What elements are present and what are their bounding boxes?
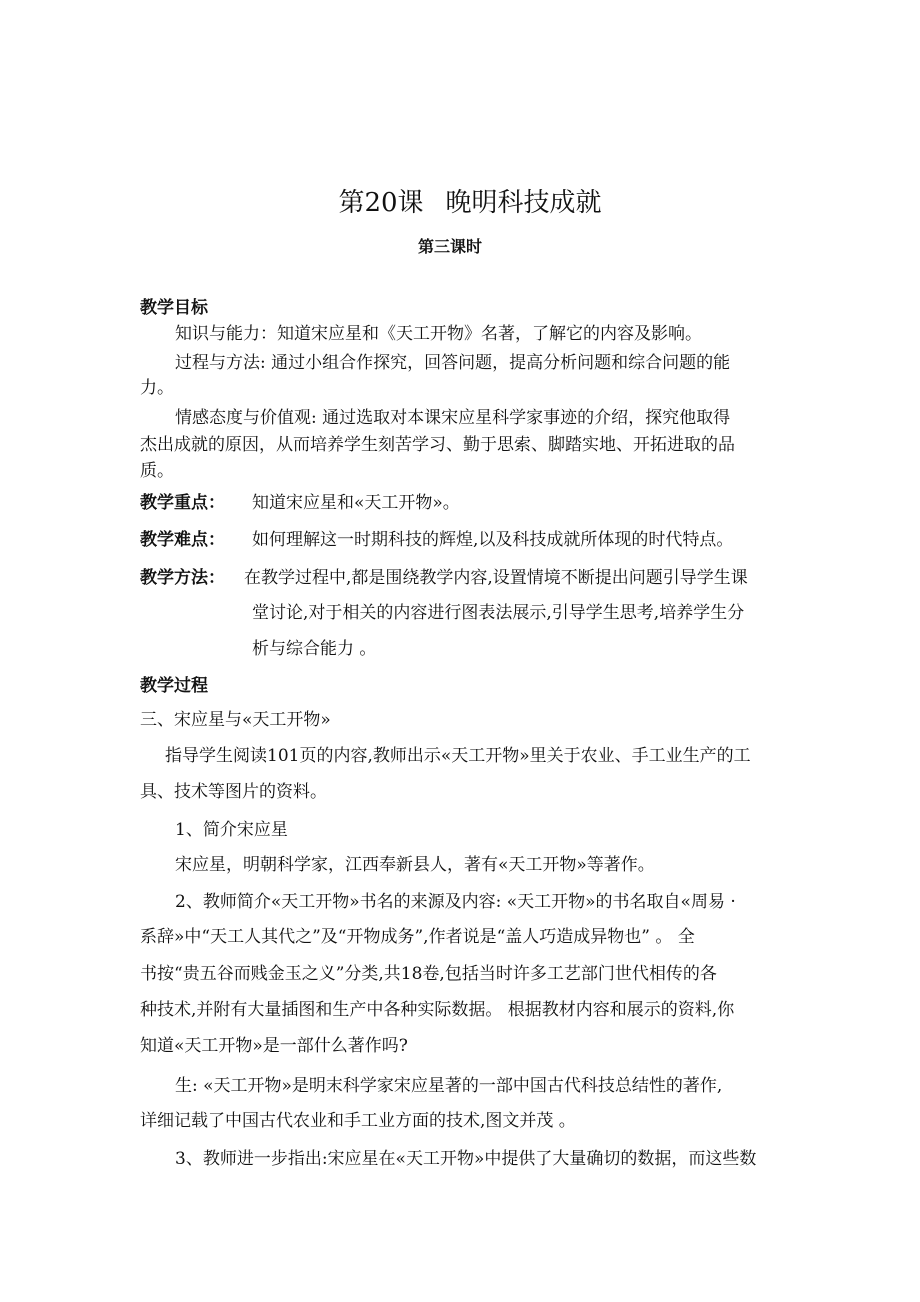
key-point-label: 教学重点： <box>140 493 225 513</box>
objective-knowledge: 知识与能力：知道宋应星和《天工开物》名著，了解它的内容及影响。 <box>175 324 702 344</box>
key-point-row <box>140 491 460 515</box>
objective-process-line-1: 过程与方法: 通过小组合作探究，回答问题，提高分析问题和综合问题的能 <box>175 353 731 373</box>
item-2-line-5: 知道«天工开物»是一部什么著作吗? <box>140 1036 408 1056</box>
objectives-heading: 教学目标 <box>140 298 208 318</box>
difficulty-text: 如何理解这一时期科技的辉煌,以及科技成就所体现的时代特点。 <box>252 530 734 550</box>
process-intro-line-2: 具、技术等图片的资料。 <box>140 782 327 802</box>
objective-process-line-2: 力。 <box>140 378 174 398</box>
method-label: 教学方法： <box>140 568 225 588</box>
process-heading: 教学过程 <box>140 676 208 696</box>
difficulty-label: 教学难点： <box>140 530 225 550</box>
item-1-title: 1、简介宋应星 <box>175 820 288 840</box>
method-text-line-2: 堂讨论,对于相关的内容进行图表法展示,引导学生思考,培养学生分 <box>252 603 745 623</box>
method-row <box>140 566 748 590</box>
process-section-title: 三、宋应星与«天工开物» <box>140 710 331 730</box>
item-3-line-1: 3、教师进一步指出:宋应星在«天工开物»中提供了大量确切的数据，而这些数 <box>175 1149 757 1169</box>
method-text-line-3: 析与综合能力 。 <box>252 639 377 659</box>
process-intro-line-1: 指导学生阅读101页的内容,教师出示«天工开物»里关于农业、手工业生产的工 <box>165 746 751 766</box>
lesson-number: 第20课 <box>338 188 424 218</box>
objective-emotion-line-2: 杰出成就的原因，从而培养学生刻苦学习、勤于思索、脚踏实地、开拓进取的品 <box>140 435 735 455</box>
item-2-line-4: 种技术,并附有大量插图和生产中各种实际数据。 根据教材内容和展示的资料,你 <box>140 1000 735 1020</box>
key-point-text: 知道宋应星和«天工开物»。 <box>252 493 460 513</box>
item-2-line-3: 书按“贵五谷而贱金玉之义”分类,共18卷,包括当时许多工艺部门世代相传的各 <box>140 964 717 984</box>
objective-emotion-line-1: 情感态度与价值观: 通过选取对本课宋应星科学家事迹的介绍，探究他取得 <box>175 408 731 428</box>
answer-line-1: 生: «天工开物»是明末科学家宋应星著的一部中国古代科技总结性的著作, <box>175 1076 723 1096</box>
page-title <box>0 186 920 220</box>
item-2-line-2: 系辞»中“天工人其代之”及“开物成务”,作者说是“盖人巧造成异物也” 。 全 <box>140 927 695 947</box>
item-1-text: 宋应星，明朝科学家，江西奉新县人，著有«天工开物»等著作。 <box>175 855 655 875</box>
method-text-line-1: 在教学过程中,都是围绕教学内容,设置情境不断提出问题引导学生课 <box>244 568 748 588</box>
page-subtitle: 第三课时 <box>417 237 482 256</box>
answer-line-2: 详细记载了中国古代农业和手工业方面的技术,图文并茂 。 <box>140 1111 576 1131</box>
lesson-name: 晚明科技成就 <box>445 188 602 218</box>
objective-emotion-line-3: 质。 <box>140 461 174 481</box>
item-2-line-1: 2、教师简介«天工开物»书名的来源及内容: «天工开物»的书名取自«周易 · <box>175 892 736 912</box>
difficulty-row <box>140 528 733 552</box>
